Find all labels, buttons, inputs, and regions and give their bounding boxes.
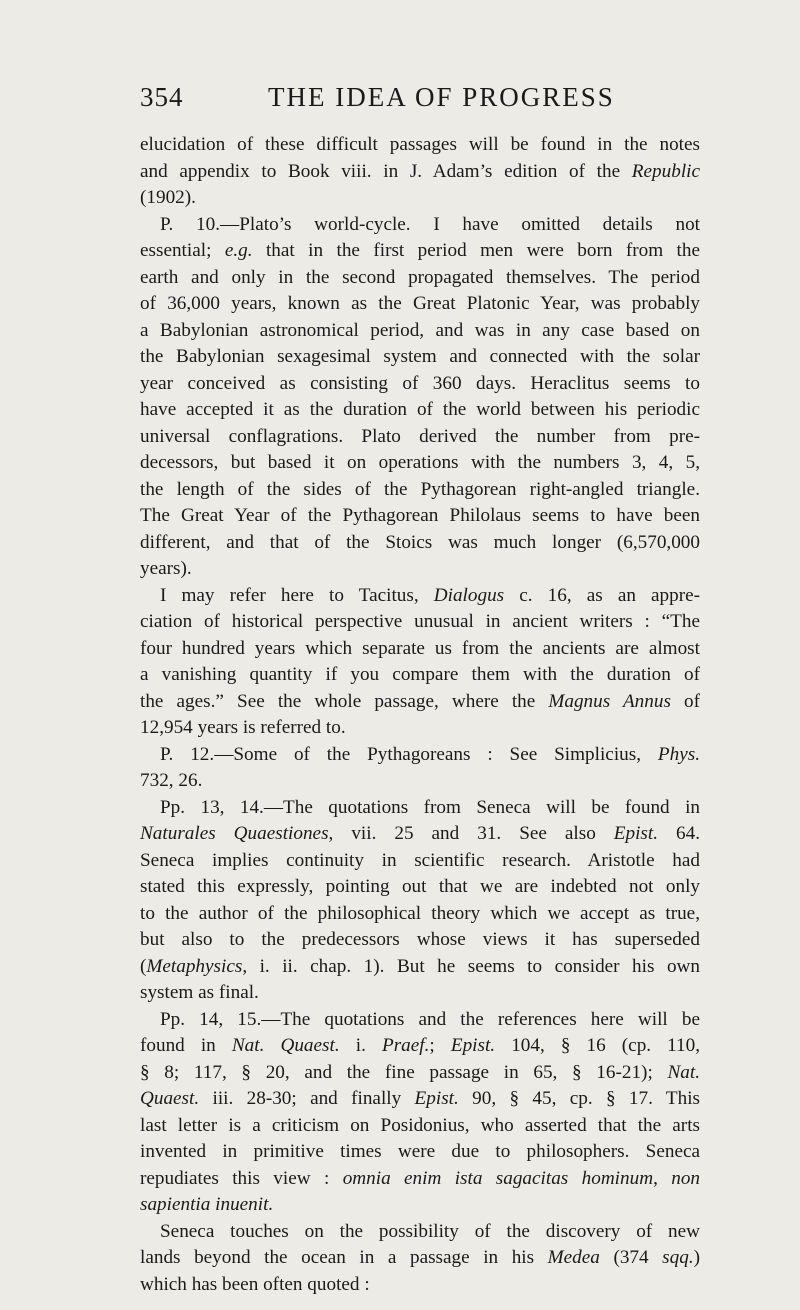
page-header [140, 82, 700, 122]
text-line: Seneca touches on the possibility of the discovery of new [160, 1220, 700, 1242]
text-line: invented in primitive times were due to philosophers. Seneca [140, 1141, 700, 1162]
text-line: the length of the sides of the Pythagorean right-angled triangle. [140, 478, 700, 500]
text-line: 12,954 years is referred to. [140, 717, 346, 738]
text-line: elucidation of these difficult passages will be found in the notes [140, 134, 700, 155]
text-line: lands beyond the ocean in a passage in his Medea (374 sqq.) [140, 1247, 701, 1268]
paragraph [140, 1007, 700, 1219]
text-line: (1902). [140, 187, 196, 208]
text-line: different, and that of the Stoics was much longer (6,570,000 [140, 531, 700, 553]
text-line: Quaest. iii. 28-30; and finally Epist. 90, § 45, cp. § 17. This [140, 1088, 700, 1109]
text-line: of 36,000 years, known as the Great Platonic Year, was probably [140, 293, 700, 314]
text-line: Pp. 13, 14.—The quotations from Seneca will be found in [160, 796, 700, 818]
body-text [140, 132, 700, 1298]
text-line: essential; e.g. that in the first period men were born from the [140, 240, 701, 261]
text-line: 732, 26. [140, 770, 203, 791]
text-line: sapientia inuenit. [140, 1194, 274, 1215]
text-line: Pp. 14, 15.—The quotations and the references here will be [160, 1008, 700, 1030]
text-line: found in Nat. Quaest. i. Praef.; Epist. 104, § 16 (cp. 110, [140, 1035, 701, 1056]
text-line: last letter is a criticism on Posidonius, who asserted that the arts [140, 1114, 700, 1136]
text-line: have accepted it as the duration of the world between his periodic [140, 399, 700, 420]
text-line: I may refer here to Tacitus, Dialogus c. 16, as an appre- [160, 584, 701, 606]
text-line: ciation of historical perspective unusual in ancient writers : “The [140, 611, 700, 632]
text-line: universal conflagrations. Plato derived the number from pre- [140, 425, 700, 447]
text-line: earth and only in the second propagated themselves. The period [140, 266, 700, 288]
paragraph [140, 583, 700, 742]
text-line: years). [140, 558, 192, 579]
running-head: THE IDEA OF PROGRESS [268, 82, 615, 112]
text-line: to the author of the philosophical theory which we accept as true, [140, 902, 700, 924]
text-line: The Great Year of the Pythagorean Philolaus seems to have been [140, 505, 700, 526]
text-line: the ages.” See the whole passage, where the Magnus Annus of [140, 690, 701, 712]
text-line: repudiates this view : omnia enim ista sagacitas hominum, non [140, 1167, 701, 1189]
text-line: year conceived as consisting of 360 days. Heraclitus seems to [140, 372, 700, 394]
text-line: stated this expressly, pointing out that we are indebted not only [140, 876, 700, 897]
paragraph [140, 132, 700, 212]
text-line: four hundred years which separate us from the ancients are almost [140, 637, 700, 659]
text-line: a vanishing quantity if you compare them with the duration of [140, 664, 700, 685]
text-line: system as final. [140, 982, 259, 1003]
paragraph [140, 1219, 700, 1299]
text-line: but also to the predecessors whose views it has superseded [140, 929, 700, 950]
page-number: 354 [140, 82, 184, 112]
text-line: a Babylonian astronomical period, and was in any case based on [140, 319, 700, 341]
text-line: decessors, but based it on operations with the numbers 3, 4, 5, [140, 452, 700, 473]
text-line: § 8; 117, § 20, and the fine passage in 65, § 16-21); Nat. [140, 1061, 700, 1083]
text-line: (Metaphysics, i. ii. chap. 1). But he seems to consider his own [140, 955, 700, 977]
paragraph [140, 742, 700, 795]
paragraph [140, 212, 700, 583]
text-line: which has been often quoted : [140, 1273, 370, 1295]
text-line: Seneca implies continuity in scientific research. Aristotle had [140, 849, 700, 871]
text-line: P. 10.—Plato’s world-cycle. I have omitted details not [160, 213, 700, 235]
text-line: and appendix to Book viii. in J. Adam’s edition of the Republic [140, 160, 700, 182]
text-line: Naturales Quaestiones, vii. 25 and 31. See also Epist. 64. [140, 823, 700, 844]
text-line: P. 12.—Some of the Pythagoreans : See Simplicius, Phys. [160, 743, 700, 765]
text-line: the Babylonian sexagesimal system and connected with the solar [140, 346, 700, 367]
paragraph [140, 795, 700, 1007]
